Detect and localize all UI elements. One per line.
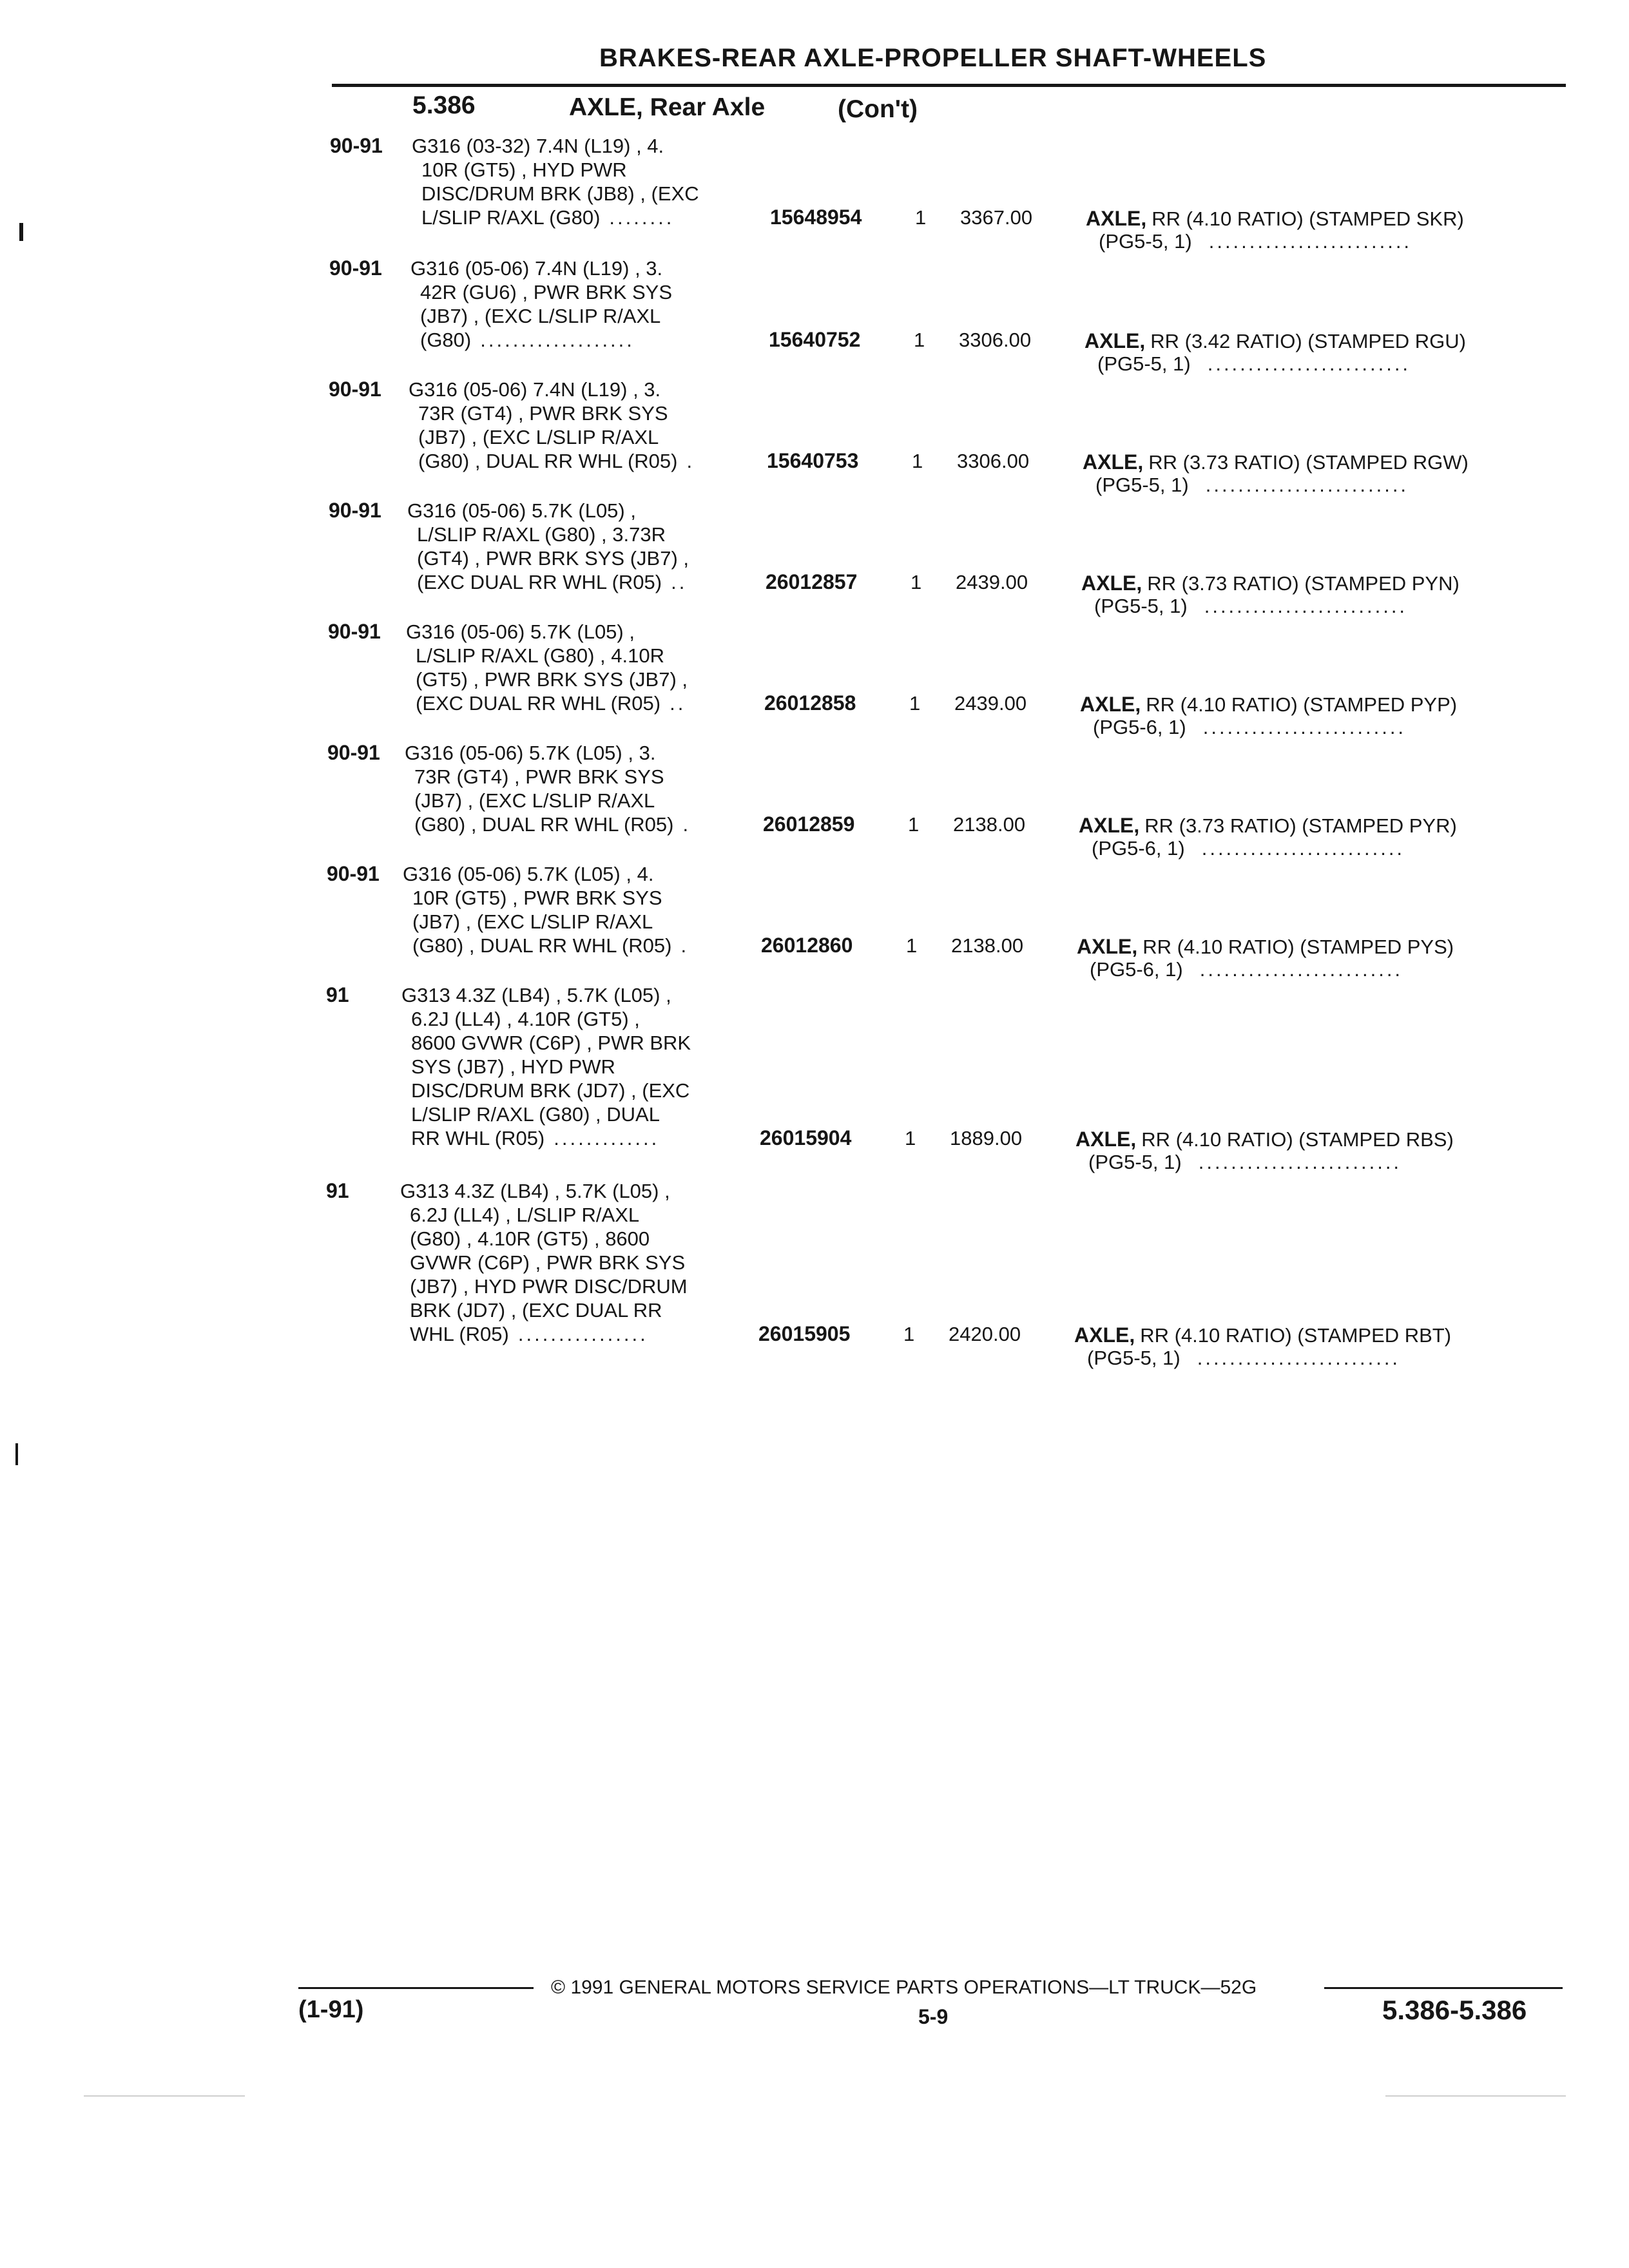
description-line-last <box>414 812 691 836</box>
description-line: (JB7) , (EXC L/SLIP R/AXL <box>418 426 659 448</box>
part-description <box>1084 329 1466 353</box>
part-description <box>1086 207 1464 231</box>
part-spec: RR (4.10 RATIO) (STAMPED SKR) <box>1152 207 1464 230</box>
part-name: AXLE, <box>1086 207 1147 230</box>
part-number: 26015905 <box>758 1322 851 1345</box>
description-line-last <box>418 449 695 473</box>
usage-description <box>414 134 699 229</box>
description-line: 10R (GT5) , HYD PWR <box>421 159 627 181</box>
section-continued: (Con't) <box>838 95 918 123</box>
usage-description <box>412 256 672 352</box>
illustration-ref-text: (PG5-5, 1) <box>1087 1347 1181 1369</box>
illustration-ref-text: (PG5-6, 1) <box>1090 958 1183 981</box>
part-name: AXLE, <box>1083 450 1144 474</box>
description-line: (JB7) , (EXC L/SLIP R/AXL <box>412 910 653 933</box>
model-year: 90-91 <box>327 741 380 764</box>
part-number: 26015904 <box>760 1126 852 1149</box>
list-price: 2439.00 <box>956 571 1028 593</box>
footer-copyright: © 1991 GENERAL MOTORS SERVICE PARTS OPERATIONS—LT TRUCK—52G <box>551 1977 1257 1998</box>
illustration-reference <box>1099 229 1412 253</box>
description-line: 6.2J (LL4) , L/SLIP R/AXL <box>410 1204 640 1226</box>
dot-leader-trailing: ......................... <box>1205 474 1409 496</box>
part-name: AXLE, <box>1080 693 1141 716</box>
dot-leader-trailing: ......................... <box>1199 958 1403 981</box>
illustration-ref-text: (PG5-5, 1) <box>1095 474 1189 496</box>
part-description <box>1079 814 1457 838</box>
part-spec: RR (3.42 RATIO) (STAMPED RGU) <box>1150 330 1466 352</box>
dot-leader-trailing: ......................... <box>1198 1151 1402 1173</box>
description-line: G316 (05-06) 5.7K (L05) , <box>406 620 635 643</box>
illustration-ref-text: (PG5-5, 1) <box>1099 230 1192 253</box>
model-year: 90-91 <box>328 620 381 643</box>
description-last-text: (G80) , DUAL RR WHL (R05) <box>418 450 678 472</box>
illustration-reference <box>1097 352 1411 376</box>
description-line: DISC/DRUM BRK (JB8) , (EXC <box>421 182 699 205</box>
description-line-last <box>421 206 699 229</box>
description-line: (JB7) , (EXC L/SLIP R/AXL <box>420 305 661 327</box>
usage-description <box>403 983 691 1150</box>
illustration-reference <box>1093 715 1406 739</box>
description-line: 8600 GVWR (C6P) , PWR BRK <box>411 1032 691 1054</box>
part-spec: RR (4.10 RATIO) (STAMPED PYS) <box>1142 936 1454 958</box>
description-line: L/SLIP R/AXL (G80) , 4.10R <box>416 644 664 667</box>
dot-leader-trailing: ......................... <box>1197 1347 1401 1369</box>
dot-leader: ................ <box>517 1323 648 1345</box>
section-title: AXLE, Rear Axle <box>569 93 766 121</box>
description-last-text: (EXC DUAL RR WHL (R05) <box>417 571 662 593</box>
part-name: AXLE, <box>1074 1323 1135 1347</box>
quantity: 1 <box>914 329 925 351</box>
description-line: (GT4) , PWR BRK SYS (JB7) , <box>417 547 689 570</box>
description-line: G316 (05-06) 5.7K (L05) , <box>407 499 636 522</box>
description-line: L/SLIP R/AXL (G80) , 3.73R <box>417 523 666 546</box>
list-price: 3306.00 <box>957 450 1030 472</box>
dot-leader: .. <box>671 571 688 593</box>
margin-punch-mark <box>19 223 23 241</box>
part-number: 26012857 <box>766 570 858 593</box>
usage-description <box>409 499 689 594</box>
illustration-reference <box>1090 957 1403 981</box>
illustration-reference <box>1095 473 1409 497</box>
list-price: 2138.00 <box>951 934 1024 957</box>
quantity: 1 <box>911 571 922 593</box>
description-line: G313 4.3Z (LB4) , 5.7K (L05) , <box>401 984 671 1006</box>
illustration-reference <box>1088 1150 1402 1174</box>
quantity: 1 <box>909 692 921 715</box>
description-last-text: RR WHL (R05) <box>411 1127 545 1149</box>
usage-description <box>410 378 695 473</box>
part-spec: RR (3.73 RATIO) (STAMPED PYR) <box>1144 814 1457 837</box>
part-number: 26012860 <box>761 934 853 957</box>
description-last-text: (EXC DUAL RR WHL (R05) <box>416 692 661 715</box>
illustration-ref-text: (PG5-5, 1) <box>1094 595 1188 617</box>
dot-leader: . <box>686 450 695 472</box>
list-price: 3306.00 <box>959 329 1032 351</box>
model-year: 90-91 <box>327 862 380 885</box>
footer-section-range: 5.386-5.386 <box>1382 1995 1527 2025</box>
model-year: 91 <box>326 983 349 1006</box>
part-description <box>1074 1323 1451 1347</box>
illustration-reference <box>1092 836 1405 860</box>
description-line: GVWR (C6P) , PWR BRK SYS <box>410 1251 686 1274</box>
illustration-ref-text: (PG5-6, 1) <box>1092 837 1185 860</box>
description-line: DISC/DRUM BRK (JD7) , (EXC <box>411 1079 690 1102</box>
description-line: 73R (GT4) , PWR BRK SYS <box>418 402 668 425</box>
description-line: G316 (03-32) 7.4N (L19) , 4. <box>412 135 664 157</box>
illustration-ref-text: (PG5-5, 1) <box>1097 352 1191 375</box>
dot-leader-trailing: ......................... <box>1207 352 1411 375</box>
margin-corner-mark <box>15 1443 18 1465</box>
description-line-last <box>412 934 689 957</box>
illustration-ref-text: (PG5-6, 1) <box>1093 716 1186 738</box>
description-last-text: (G80) <box>420 329 472 351</box>
part-description <box>1077 935 1454 959</box>
quantity: 1 <box>905 1127 916 1149</box>
list-price: 1889.00 <box>950 1127 1023 1149</box>
part-spec: RR (3.73 RATIO) (STAMPED PYN) <box>1147 572 1460 595</box>
quantity: 1 <box>903 1323 915 1345</box>
usage-description <box>407 741 691 836</box>
model-year: 91 <box>326 1179 349 1202</box>
description-line: G316 (05-06) 5.7K (L05) , 4. <box>403 863 654 885</box>
list-price: 3367.00 <box>960 206 1033 229</box>
description-last-text: WHL (R05) <box>410 1323 509 1345</box>
part-name: AXLE, <box>1084 329 1146 352</box>
part-description <box>1075 1128 1454 1151</box>
description-line: (GT5) , PWR BRK SYS (JB7) , <box>416 668 688 691</box>
description-line: SYS (JB7) , HYD PWR <box>411 1055 615 1078</box>
footer-date: (1-91) <box>298 1996 364 2023</box>
description-line: G316 (05-06) 5.7K (L05) , 3. <box>405 742 656 764</box>
description-line-last <box>411 1126 691 1150</box>
footer-page-number: 5-9 <box>918 2005 949 2028</box>
description-line: BRK (JD7) , (EXC DUAL RR <box>410 1299 662 1321</box>
usage-description <box>402 1179 688 1346</box>
dot-leader-trailing: ......................... <box>1204 595 1408 617</box>
part-number: 15640753 <box>767 449 859 472</box>
illustration-reference <box>1087 1346 1400 1370</box>
dot-leader: . <box>680 934 689 957</box>
dot-leader-trailing: ......................... <box>1202 716 1407 738</box>
illustration-reference <box>1094 594 1407 618</box>
illustration-ref-text: (PG5-5, 1) <box>1088 1151 1182 1173</box>
part-name: AXLE, <box>1075 1128 1137 1151</box>
description-line-last <box>417 570 689 594</box>
part-description <box>1083 450 1469 474</box>
model-year: 90-91 <box>330 134 383 157</box>
dot-leader: . <box>682 813 691 836</box>
description-last-text: L/SLIP R/AXL (G80) <box>421 206 601 229</box>
model-year: 90-91 <box>329 499 381 522</box>
description-last-text: (G80) , DUAL RR WHL (R05) <box>412 934 672 957</box>
description-line: 73R (GT4) , PWR BRK SYS <box>414 765 664 788</box>
description-line-last <box>410 1322 688 1346</box>
quantity: 1 <box>908 813 920 836</box>
footer-rule-left <box>298 1987 534 1989</box>
part-spec: RR (3.73 RATIO) (STAMPED RGW) <box>1148 451 1469 474</box>
part-description <box>1081 572 1460 595</box>
description-line: 42R (GU6) , PWR BRK SYS <box>420 281 673 303</box>
part-name: AXLE, <box>1081 572 1142 595</box>
quantity: 1 <box>912 450 923 472</box>
description-line: 6.2J (LL4) , 4.10R (GT5) , <box>411 1008 640 1030</box>
description-last-text: (G80) , DUAL RR WHL (R05) <box>414 813 674 836</box>
footer-rule-right <box>1324 1987 1563 1989</box>
description-line: L/SLIP R/AXL (G80) , DUAL <box>411 1103 660 1126</box>
part-number: 26012858 <box>764 691 856 715</box>
dot-leader: ................... <box>480 329 635 351</box>
usage-description <box>405 862 689 957</box>
description-line: (JB7) , HYD PWR DISC/DRUM <box>410 1275 688 1298</box>
description-line: G313 4.3Z (LB4) , 5.7K (L05) , <box>400 1180 670 1202</box>
part-spec: RR (4.10 RATIO) (STAMPED PYP) <box>1146 693 1458 716</box>
header-rule <box>332 84 1566 87</box>
list-price: 2439.00 <box>954 692 1027 715</box>
model-year: 90-91 <box>329 256 382 280</box>
list-price: 2420.00 <box>949 1323 1021 1345</box>
dot-leader-trailing: ......................... <box>1201 837 1405 860</box>
description-line: G316 (05-06) 7.4N (L19) , 3. <box>409 378 661 401</box>
description-line: 10R (GT5) , PWR BRK SYS <box>412 887 662 909</box>
description-line: (G80) , 4.10R (GT5) , 8600 <box>410 1227 650 1250</box>
usage-description <box>408 620 688 715</box>
quantity: 1 <box>906 934 918 957</box>
part-description <box>1080 693 1457 716</box>
model-year: 90-91 <box>329 378 381 401</box>
description-line-last <box>420 328 672 352</box>
dot-leader-trailing: ......................... <box>1208 230 1412 253</box>
scan-artifact-right <box>1385 2095 1566 2097</box>
scan-artifact-left <box>84 2095 245 2097</box>
part-number: 15648954 <box>770 206 862 229</box>
part-number: 26012859 <box>763 812 855 836</box>
dot-leader: ........ <box>609 206 675 229</box>
part-name: AXLE, <box>1079 814 1140 837</box>
quantity: 1 <box>915 206 927 229</box>
page-header-title: BRAKES-REAR AXLE-PROPELLER SHAFT-WHEELS <box>599 44 1267 72</box>
dot-leader: ............. <box>554 1127 660 1149</box>
description-line-last <box>416 691 688 715</box>
dot-leader: .. <box>670 692 686 715</box>
part-spec: RR (4.10 RATIO) (STAMPED RBS) <box>1141 1128 1454 1151</box>
part-spec: RR (4.10 RATIO) (STAMPED RBT) <box>1140 1324 1452 1347</box>
part-name: AXLE, <box>1077 935 1138 958</box>
list-price: 2138.00 <box>953 813 1026 836</box>
description-line: G316 (05-06) 7.4N (L19) , 3. <box>410 257 663 280</box>
part-number: 15640752 <box>769 328 861 351</box>
section-number: 5.386 <box>412 91 476 119</box>
description-line: (JB7) , (EXC L/SLIP R/AXL <box>414 789 655 812</box>
